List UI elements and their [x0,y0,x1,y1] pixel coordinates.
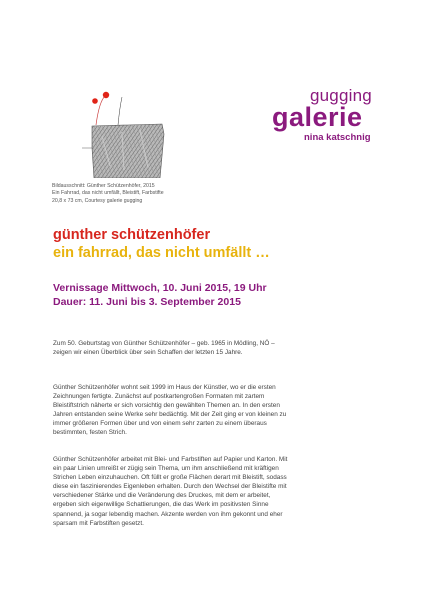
paragraph-line: ein paar Linien umreißt er zügig sein Thema, um ihm anschließend mit kräftigen [53,465,279,473]
pencil-drawing [52,70,194,178]
paragraph-line: sparsam mit Farbstiften gesetzt. [53,519,144,527]
paragraph-line: immer größeren Formen über und von einem sehr zarten zu einem überaus [53,420,267,428]
paragraph-technique [53,455,383,528]
logo-sub-text: nina katschnig [304,132,371,143]
paragraph-line: ergeben sich eigenwillige Schattierungen, die das Werk im positivsten Sinne [53,501,269,509]
paragraph-line: spannend, ja sogar lebendig machen. Akzente werden von ihm gekonnt und eher [53,510,283,518]
exhibition-duration: Dauer: 11. Juni bis 3. September 2015 [53,296,241,308]
paragraph-intro [53,339,383,357]
caption-line: 20,8 x 73 cm, Courtesy galerie gugging [52,197,143,204]
paragraph-line: Jahren entstanden seine Werke sehr bedächtig. Mit der Zeit ging er von kleinen zu [53,411,287,419]
paragraph-line: Günther Schützenhöfer arbeitet mit Blei- und Farbstiften auf Papier und Karton. Mit [53,456,288,463]
logo-main-text: galerie [272,102,363,132]
paragraph-line: diese ein faszinierendes Eigenleben erhalten. Durch den Wechsel der Bleistifte mit [53,483,287,491]
caption-line: Ein Fahrrad, das nicht umfällt, Bleistift, Farbstifte [52,190,164,197]
paragraph-line: Zum 50. Geburtstag von Günther Schützenhöfer – geb. 1965 in Mödling, NÖ – [53,340,275,347]
artist-name-title: günther schützenhöfer [53,227,211,243]
paragraph-line: Strichen Leben einzuhauchen. Oft füllt er große Flächen derart mit Bleistift, sodass [53,474,287,482]
paragraph-line: verschiedener Stärke und die Veränderung des Druckes, mit dem er arbeitet, [53,492,271,500]
paragraph-line: Zeichnungen fertigte. Zunächst auf postkartengroßen Formaten mit zartem [53,393,265,401]
paragraph-biography [53,383,383,438]
paragraph-line: Günther Schützenhöfer wohnt seit 1999 im Haus der Künstler, wo er die ersten [53,384,276,391]
galerie-gugging-logo [272,86,382,146]
paragraph-line: bestimmten, festen Strich. [53,429,127,437]
logo-top-text: gugging [310,86,372,105]
artwork-image [52,70,194,178]
artwork-caption [52,183,252,205]
opening-date: Vernissage Mittwoch, 10. Juni 2015, 19 Uhr [53,282,267,294]
paragraph-line: zeigen wir einen Überblick über sein Schaffen der letzten 15 Jahre. [53,349,243,357]
caption-line: Bildausschnitt: Günther Schützenhöfer, 2015 [52,183,155,189]
paragraph-line: Bleistiftstrich näherte er sich vorsichtig den gewählten Themen an. In den ersten [53,402,280,410]
exhibition-title: ein fahrrad, das nicht umfällt … [53,245,270,261]
